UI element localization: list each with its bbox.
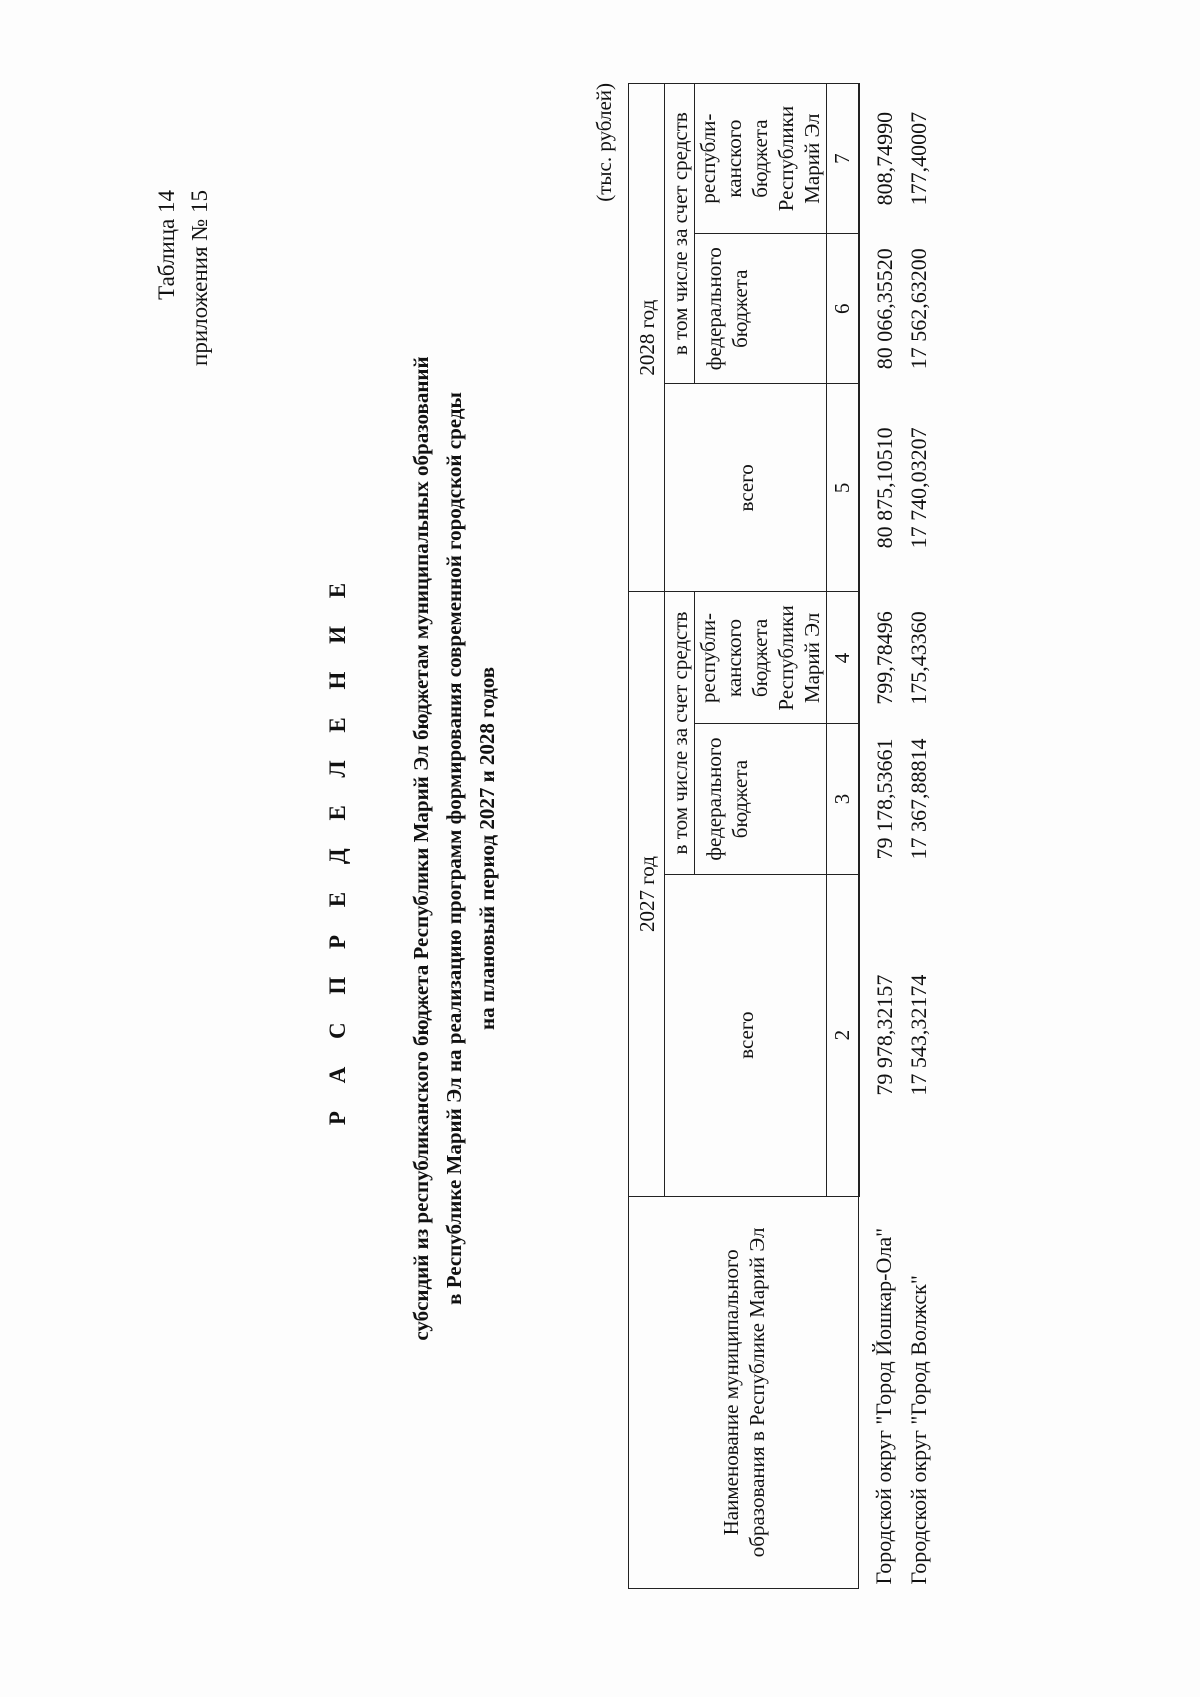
header-municipality-name: Наименование муниципального образования в Республике Марий Эл: [629, 1196, 859, 1588]
header-year-2027: 2027 год: [629, 592, 665, 1196]
subtitle-line-2: в Республике Марий Эл на реализацию программ формирования современной городской среды: [442, 392, 466, 1305]
row-value: 79 978,32157: [871, 974, 897, 1096]
subtitle-line-1: субсидий из республиканского бюджета Республики Марий Эл бюджетам муниципальных образований: [409, 356, 433, 1341]
document-heading: Р А С П Р Е Д Е Л Е Н И Е: [325, 571, 350, 1126]
row-value: 80 066,35520: [871, 248, 897, 370]
header-including-2027: в том числе за счет средств: [665, 592, 695, 874]
col-number-7: 7: [827, 84, 859, 234]
col-number-6: 6: [827, 234, 859, 384]
row-value: 17 367,88814: [905, 738, 931, 860]
header-total-2027: всего: [665, 874, 827, 1196]
row-value: 808,74990: [871, 111, 897, 206]
header-federal-2027: федерального бюджета: [695, 724, 827, 874]
units-label: (тыс. рублей): [592, 83, 616, 202]
header-republic-2028: республи-канского бюджета Республики Марий Эл: [695, 84, 827, 234]
row-value: 799,78496: [871, 611, 897, 705]
appendix-label: приложения № 15: [187, 190, 212, 366]
table-row: [902, 84, 936, 1589]
subtitle-line-3: на плановый период 2027 и 2028 годов: [475, 666, 499, 1031]
row-value: 175,43360: [905, 611, 931, 705]
col-number-4: 4: [827, 592, 859, 724]
header-republic-2027: республи-канского бюджета Республики Марий Эл: [695, 592, 827, 724]
row-value: 17 562,63200: [905, 248, 931, 370]
document-subtitle: [405, 0, 504, 1697]
row-value: 17 543,32174: [905, 974, 931, 1096]
table-row: [859, 84, 902, 1589]
header-including-2028: в том числе за счет средств: [665, 84, 695, 384]
row-name: Городской округ "Город Йошкар-Ола": [871, 1227, 897, 1585]
row-value: 79 178,53661: [871, 738, 897, 860]
col-number-2: 2: [827, 874, 859, 1196]
table-label: Таблица 14: [154, 190, 179, 300]
row-value: 80 875,10510: [871, 427, 897, 549]
col-number-3: 3: [827, 724, 859, 874]
distribution-table: [628, 83, 936, 1589]
header-federal-2028: федерального бюджета: [695, 234, 827, 384]
appendix-note: [150, 190, 216, 366]
header-year-2028: 2028 год: [629, 84, 665, 592]
row-value: 177,40007: [905, 111, 931, 206]
header-total-2028: всего: [665, 384, 827, 592]
row-name: Городской округ "Город Волжск": [905, 1275, 931, 1585]
row-value: 17 740,03207: [905, 427, 931, 549]
col-number-5: 5: [827, 384, 859, 592]
